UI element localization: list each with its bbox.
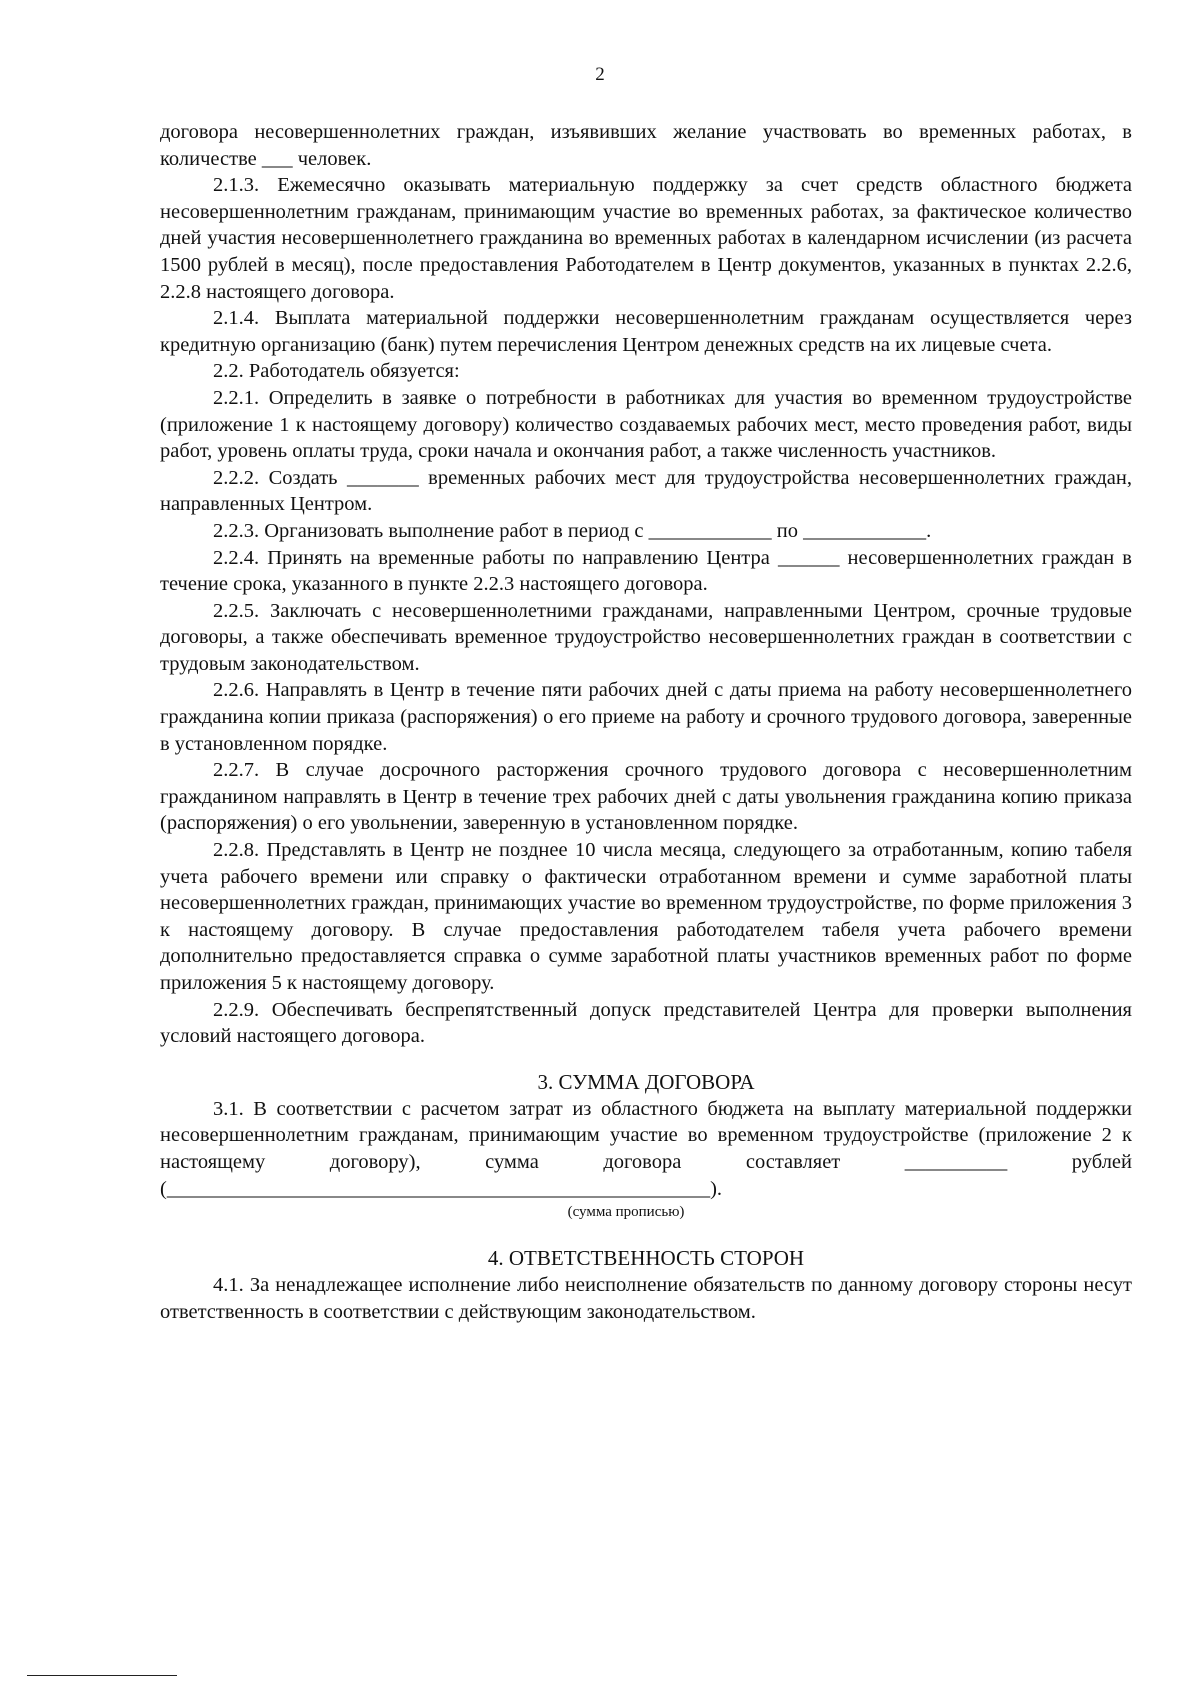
clause-2-2-7: 2.2.7. В случае досрочного расторжения срочного трудового договора с несовершеннолетним гражданином направлять в Центр в течение трех рабочих дней с даты увольнения гражданина копию приказа (распоряжения) о его увольнении, заверенную в установленном порядке. <box>160 759 1132 835</box>
clause-2-2: 2.2. Работодатель обязуется: <box>213 360 460 383</box>
clause-3-1: 3.1. В соответствии с расчетом затрат из областного бюджета на выплату материальной поддержки несовершеннолетним гражданам, принимающим участие во временном трудоустройстве (приложение 2 к настоящему договору), сумма договора составляет __________ рублей (_____________________________________________________). <box>160 1097 1132 1200</box>
clause-2-1-3: 2.1.3. Ежемесячно оказывать материальную поддержку за счет средств областного бюджета несовершеннолетним гражданам, принимающим участие во временных работах, за фактическое количество дней участия несовершеннолетнего гражданина во временных работах в календарном исчислении (из расчета 1500 рублей в месяц), после предоставления Работодателем в Центр документов, указанных в пунктах 2.2.6, 2.2.8 настоящего договора. <box>160 174 1132 303</box>
clause-2-1-4: 2.1.4. Выплата материальной поддержки несовершеннолетним гражданам осуществляется через кредитную организацию (банк) путем перечисления Центром денежных средств на их лицевые счета. <box>160 307 1132 356</box>
clause-2-2-8: 2.2.8. Представлять в Центр не позднее 10 числа месяца, следующего за отработанным, копию табеля учета рабочего времени или справку о фактически отработанном времени и сумме заработной платы несовершеннолетних граждан, принимающих участие во временном трудоустройстве, по форме приложения 3 к настоящему договору. В случае предоставления работодателем табеля учета рабочего времени дополнительно предоставляется справка о сумме заработной платы участников временных работ по форме приложения 5 к настоящему договору. <box>160 839 1132 994</box>
section-4-heading: 4. ОТВЕТСТВЕННОСТЬ СТОРОН <box>487 1246 805 1271</box>
section-3-heading: 3. СУММА ДОГОВОРА <box>537 1069 755 1094</box>
page-number: 2 <box>595 64 605 85</box>
clause-2-2-2: 2.2.2. Создать _______ временных рабочих мест для трудоустройства несовершеннолетних граждан, направленных Центром. <box>160 466 1132 516</box>
clause-2-2-1: 2.2.1. Определить в заявке о потребности в работниках для участия во временном трудоустройстве (приложение 1 к настоящему договору) количество создаваемых рабочих мест, место проведения работ, виды работ, уровень оплаты труда, сроки начала и окончания работ, а также численность участников. <box>160 386 1132 463</box>
sum-in-words-caption: (сумма прописью) <box>567 1204 685 1221</box>
clause-2-2-9: 2.2.9. Обеспечивать беспрепятственный допуск представителей Центра для проверки выполнения условий настоящего договора. <box>160 998 1132 1048</box>
document-body <box>160 119 1132 1325</box>
clause-2-2-6: 2.2.6. Направлять в Центр в течение пяти рабочих дней с даты приема на работу несовершеннолетнего гражданина копии приказа (распоряжения) о его приеме на работу и срочного трудового договора, заверенные в установленном порядке. <box>160 679 1132 755</box>
footnote-separator <box>27 1675 177 1676</box>
paragraph-continuation: договора несовершеннолетних граждан, изъявивших желание участвовать во временных работах, в количестве ___ человек. <box>160 121 1132 170</box>
clause-4-1: 4.1. За ненадлежащее исполнение либо неисполнение обязательств по данному договору стороны несут ответственность в соответствии с действующим законодательством. <box>160 1274 1132 1323</box>
clause-2-2-3: 2.2.3. Организовать выполнение работ в период с ____________ по ____________. <box>213 519 932 542</box>
clause-2-2-5: 2.2.5. Заключать с несовершеннолетними гражданами, направленными Центром, срочные трудовые договоры, а также обеспечивать временное трудоустройство несовершеннолетних граждан в соответствии с трудовым законодательством. <box>160 599 1132 675</box>
clause-2-2-4: 2.2.4. Принять на временные работы по направлению Центра ______ несовершеннолетних граждан в течение срока, указанного в пункте 2.2.3 настоящего договора. <box>160 546 1132 596</box>
